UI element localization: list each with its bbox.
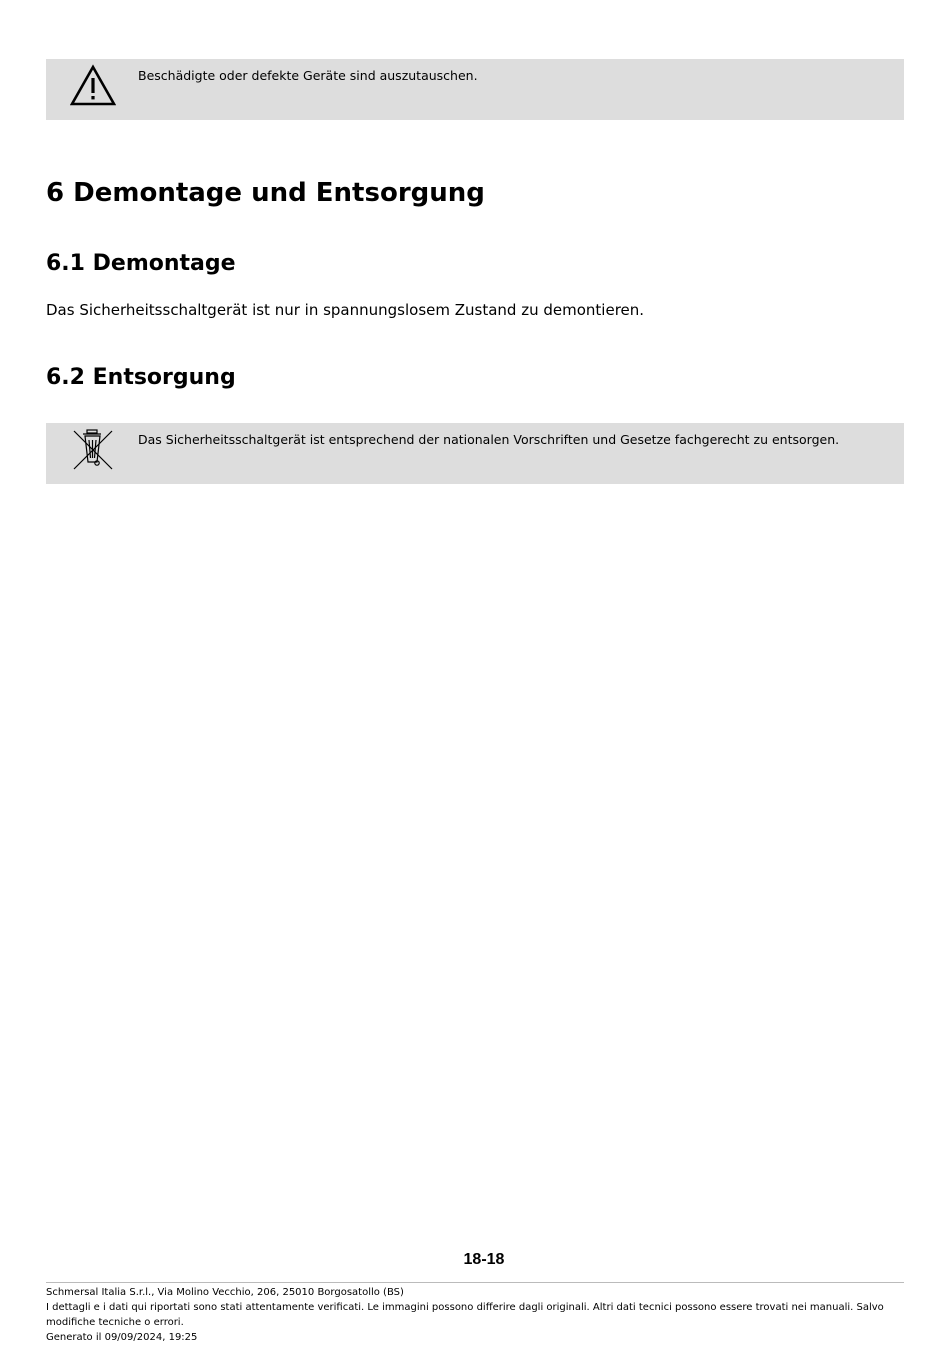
warning-notice-text: Beschädigte oder defekte Geräte sind auszutauschen. bbox=[138, 68, 478, 83]
footer-company: Schmersal Italia S.r.l., Via Molino Vecchio, 206, 25010 Borgosatollo (BS) bbox=[46, 1287, 404, 1298]
subsection-title-demontage: 6.1 Demontage bbox=[46, 251, 236, 276]
page-number: 18-18 bbox=[463, 1251, 505, 1268]
disposal-notice-text: Das Sicherheitsschaltgerät ist entsprechend der nationalen Vorschriften und Gesetze fachgerecht zu entsorgen. bbox=[138, 432, 840, 447]
footer-disclaimer-line1: I dettagli e i dati qui riportati sono stati attentamente verificati. Le immagini possono differire dagli originali. Altri dati tecnici possono essere trovati nei manuali. Salvo bbox=[46, 1302, 884, 1313]
section-title: 6 Demontage und Entsorgung bbox=[46, 178, 485, 208]
subsection-title-entsorgung: 6.2 Entsorgung bbox=[46, 365, 236, 390]
footer-divider bbox=[46, 1282, 904, 1283]
footer-disclaimer-line2: modifiche tecniche o errori. bbox=[46, 1317, 184, 1328]
warning-triangle-icon bbox=[70, 64, 116, 106]
warning-notice bbox=[46, 59, 904, 120]
crossed-out-wheelie-bin-icon bbox=[70, 428, 116, 470]
footer-generated: Generato il 09/09/2024, 19:25 bbox=[46, 1332, 198, 1343]
footer bbox=[46, 1285, 904, 1345]
disposal-notice bbox=[46, 423, 904, 484]
demontage-paragraph: Das Sicherheitsschaltgerät ist nur in spannungslosem Zustand zu demontieren. bbox=[46, 301, 645, 319]
